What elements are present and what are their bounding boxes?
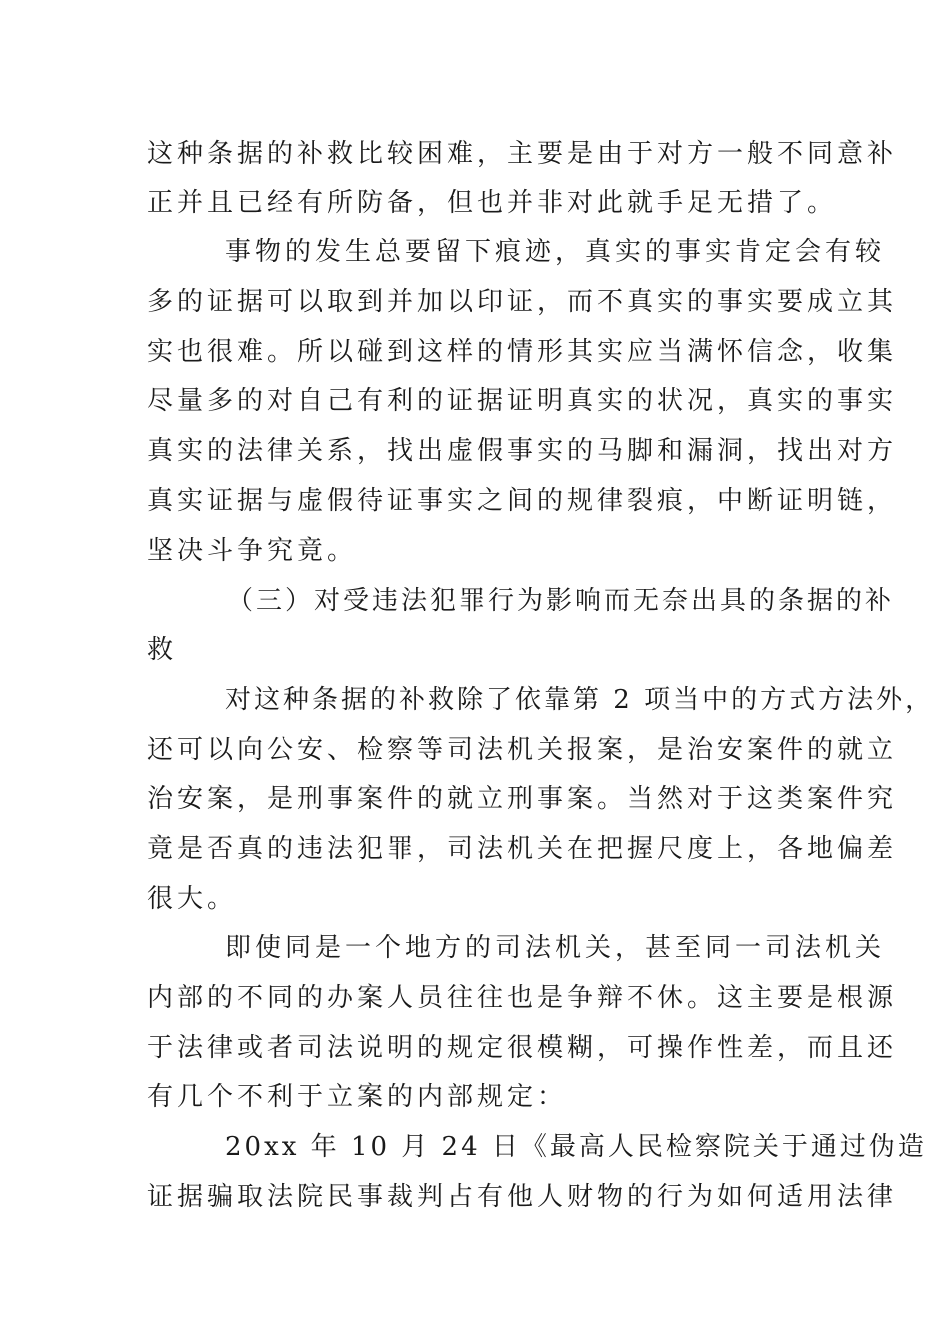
paragraph-line: 有几个不利于立案的内部规定：: [147, 1082, 568, 1112]
paragraph-line: 证据骗取法院民事裁判占有他人财物的行为如何适用法律: [147, 1182, 898, 1212]
paragraph-line: 还可以向公安、检察等司法机关报案，是治安案件的就立: [147, 735, 898, 765]
paragraph-line: 于法律或者司法说明的规定很模糊，可操作性差，而且还: [147, 1033, 898, 1063]
paragraph-line: 这种条据的补救比较困难，主要是由于对方一般不同意补: [147, 139, 898, 169]
paragraph-line: 尽量多的对自己有利的证据证明真实的状况，真实的事实: [147, 386, 898, 416]
paragraph-line: 竟是否真的违法犯罪，司法机关在把握尺度上，各地偏差: [147, 834, 898, 864]
paragraph-line: 实也很难。所以碰到这样的情形其实应当满怀信念，收集: [147, 337, 898, 367]
paragraph-line: 20xx 年 10 月 24 日《最高人民检察院关于通过伪造: [225, 1132, 927, 1162]
paragraph-line: 即使同是一个地方的司法机关，甚至同一司法机关: [225, 933, 886, 963]
paragraph-line: 真实的法律关系，找出虚假事实的马脚和漏洞，找出对方: [147, 436, 898, 466]
paragraph-line: 正并且已经有所防备，但也并非对此就手足无措了。: [147, 188, 838, 218]
paragraph-line: 内部的不同的办案人员往往也是争辩不休。这主要是根源: [147, 983, 898, 1013]
paragraph-line: 多的证据可以取到并加以印证，而不真实的事实要成立其: [147, 287, 898, 317]
paragraph-line: 对这种条据的补救除了依靠第 2 项当中的方式方法外，: [225, 685, 935, 715]
section-heading: （三）对受违法犯罪行为影响而无奈出具的条据的补: [227, 586, 895, 616]
paragraph-line: 治安案，是刑事案件的就立刑事案。当然对于这类案件究: [147, 784, 898, 814]
section-heading-continuation: 救: [147, 635, 178, 665]
paragraph-line: 很大。: [147, 884, 238, 914]
paragraph-line: 事物的发生总要留下痕迹，真实的事实肯定会有较: [225, 237, 886, 267]
paragraph-line: 坚决斗争究竟。: [147, 536, 358, 566]
paragraph-line: 真实证据与虚假待证事实之间的规律裂痕，中断证明链，: [147, 486, 898, 516]
